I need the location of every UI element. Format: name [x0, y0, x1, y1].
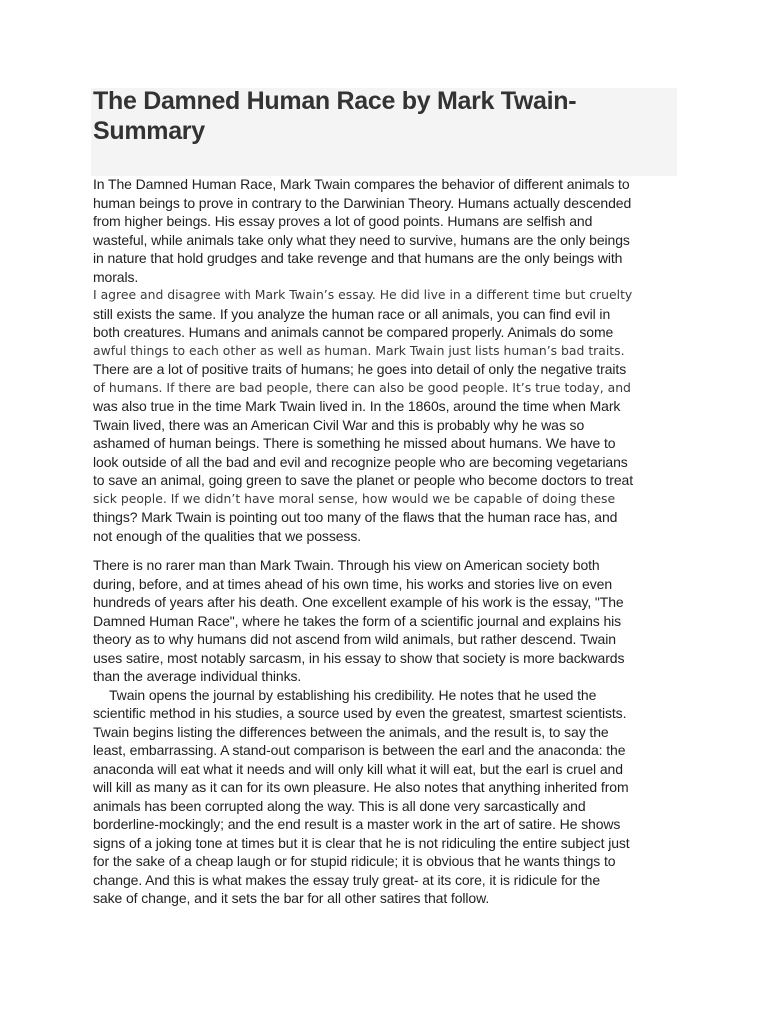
text-line: animals has been corrupted along the way. This is all done very sarcastically and	[93, 797, 586, 814]
text-line: anaconda will eat what it needs and will only kill what it will eat, but the earl is cruel and	[93, 760, 623, 777]
document-title: The Damned Human Race by Mark Twain-Summary	[93, 87, 577, 145]
summary-paragraph	[93, 175, 683, 545]
text-line: Damned Human Race", where he takes the form of a scientific journal and explains his	[93, 612, 622, 629]
analysis-paragraph	[93, 556, 683, 908]
text-line: human beings to prove in contrary to the Darwinian Theory. Humans actually descended	[93, 194, 632, 211]
text-line: awful things to each other as well as human. Mark Twain just lists human’s bad traits.	[93, 342, 625, 358]
text-line: scientific method in his studies, a source used by even the greatest, smartest scientists.	[93, 705, 627, 721]
text-line: borderline-mockingly; and the end result is a master work in the art of satire. He shows	[93, 816, 621, 832]
text-line: of humans. If there are bad people, there can also be good people. It’s true today, and	[93, 379, 631, 395]
text-line: in nature that hold grudges and take revenge and that humans are the only beings with	[93, 250, 623, 266]
text-line: In The Damned Human Race, Mark Twain compares the behavior of different animals to	[93, 176, 630, 192]
text-line: not enough of the qualities that we possess.	[93, 527, 362, 544]
text-line: least, embarrassing. A stand-out comparison is between the earl and the anaconda: the	[93, 742, 626, 758]
text-line: Twain lived, there was an American Civil War and this is probably why he was so	[93, 416, 585, 433]
text-line: sake of change, and it sets the bar for all other satires that follow.	[93, 890, 490, 906]
text-line: was also true in the time Mark Twain lived in. In the 1860s, around the time when Mark	[93, 398, 621, 414]
text-line: signs of a joking tone at times but it is clear that he is not ridiculing the entire subject just	[93, 834, 630, 851]
text-line: still exists the same. If you analyze the human race or all animals, you can find evil in	[93, 305, 611, 322]
text-line: from higher beings. His essay proves a lot of good points. Humans are selfish and	[93, 213, 593, 229]
text-line: ashamed of human beings. There is something he missed about humans. We have to	[93, 435, 616, 451]
text-line: to save an animal, going green to save the planet or people who become doctors to treat	[93, 472, 633, 488]
text-line: Twain opens the journal by establishing his credibility. He notes that he used the	[109, 686, 597, 703]
text-line: change. And this is what makes the essay truly great- at its core, it is ridicule for the	[93, 871, 601, 888]
text-line: during, before, and at times ahead of his own time, his works and stories live on even	[93, 575, 613, 592]
text-line: Twain begins listing the differences between the animals, and the result is, to say the	[93, 723, 609, 740]
text-line: than the average individual thinks.	[93, 668, 302, 684]
text-line: morals.	[93, 268, 139, 285]
text-line: uses satire, most notably sarcasm, in his essay to show that society is more backwards	[93, 649, 625, 666]
text-line: things? Mark Twain is pointing out too many of the flaws that the human race has, and	[93, 509, 618, 525]
text-line: theory as to why humans did not ascend from wild animals, but rather descend. Twain	[93, 631, 616, 647]
text-line: will kill as many as it can for its own pleasure. He also notes that anything inherited from	[93, 779, 629, 795]
text-line: for the sake of a cheap laugh or for stupid ridicule; it is obvious that he wants things to	[93, 853, 616, 869]
text-line: look outside of all the bad and evil and recognize people who are becoming vegetarians	[93, 453, 628, 470]
text-line: hundreds of years after his death. One excellent example of his work is the essay, "The	[93, 594, 624, 610]
text-line: wasteful, while animals take only what they need to survive, humans are the only beings	[93, 231, 630, 248]
text-line: There is no rarer man than Mark Twain. Through his view on American society both	[93, 557, 600, 573]
text-line: both creatures. Humans and animals cannot be compared properly. Animals do some	[93, 324, 614, 340]
text-line: There are a lot of positive traits of humans; he goes into detail of only the negative traits	[93, 361, 627, 377]
text-line: I agree and disagree with Mark Twain’s essay. He did live in a different time but cruelty	[93, 287, 633, 302]
text-line: sick people. If we didn’t have moral sense, how would we be capable of doing these	[93, 490, 616, 506]
